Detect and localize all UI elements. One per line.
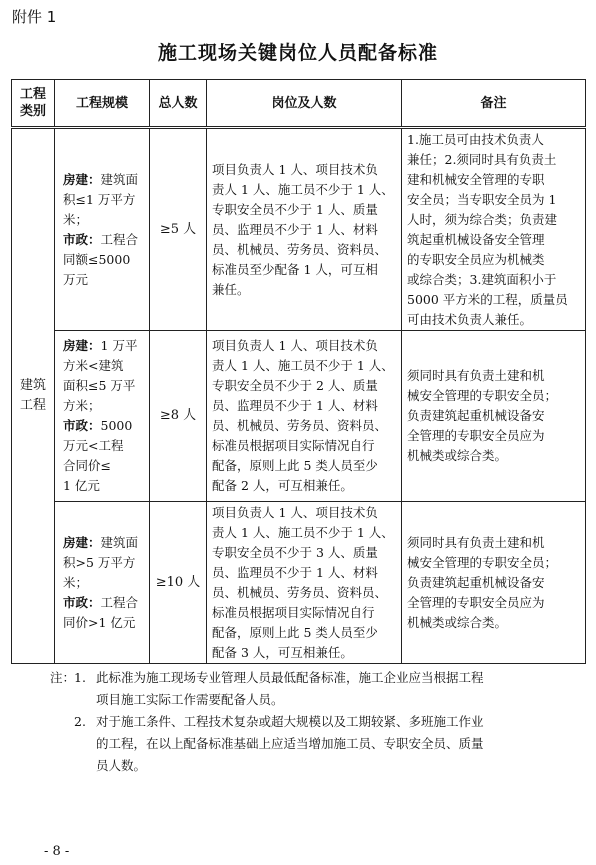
posts-cell xyxy=(207,331,402,502)
footnote-text: 对于施工条件、工程技术复杂或超大规模以及工期较紧、多班施工作业 xyxy=(96,714,484,729)
notes-line: 机械类或综合类。 xyxy=(407,448,508,463)
scale-line xyxy=(63,553,145,573)
scale-line xyxy=(63,456,145,476)
posts-line: 项目负责人 1 人、项目技术负 xyxy=(212,161,378,177)
notes-line: 械安全管理的专职安全员； xyxy=(407,388,558,403)
scale-text: 5000 xyxy=(100,418,133,433)
scale-text: 工程合 xyxy=(100,594,139,610)
posts-line: 员、机械员、劳务员、资料员、 xyxy=(212,418,388,433)
scale-text: 万元<工程 xyxy=(63,438,124,453)
footnote-number: 2. xyxy=(74,714,86,729)
posts-line: 责人 1 人、施工员不少于 1 人、 xyxy=(212,181,394,197)
scale-type-label: 房建： xyxy=(63,338,101,353)
notes-line: 筑起重机械设备安全管理 xyxy=(407,231,545,247)
posts-line: 兼任。 xyxy=(212,281,250,297)
scale-line xyxy=(63,613,145,633)
header-category xyxy=(12,80,55,128)
scale-text: 1 亿元 xyxy=(63,478,100,493)
notes-line: 可由技术负责人兼任。 xyxy=(407,311,533,327)
notes-line: 机械类或综合类。 xyxy=(407,614,508,630)
footnote-item-2 xyxy=(50,711,550,733)
notes-line: 须同时具有负责土建和机 xyxy=(407,534,545,550)
notes-cell xyxy=(402,331,586,502)
scale-type-label: 市政： xyxy=(63,594,101,610)
header-total: 总人数 xyxy=(150,80,207,128)
notes-line: 兼任；2.须同时具有负责土 xyxy=(407,151,557,167)
scale-line xyxy=(63,170,145,190)
notes-line: 负责建筑起重机械设备安 xyxy=(407,408,545,423)
posts-line: 配备 3 人，可互相兼任。 xyxy=(212,644,353,660)
notes-line: 全管理的专职安全员应为 xyxy=(407,428,545,443)
posts-line: 专职安全员不少于 1 人、质量 xyxy=(212,201,378,217)
footnote-text: 员人数。 xyxy=(96,758,147,773)
scale-line xyxy=(63,593,145,613)
scale-line xyxy=(63,416,145,436)
scale-type-label: 市政： xyxy=(63,231,101,247)
notes-cell xyxy=(402,128,586,331)
posts-line: 责人 1 人、施工员不少于 1 人、 xyxy=(212,524,394,540)
footnote-number: 1. xyxy=(74,670,86,685)
posts-line: 责人 1 人、施工员不少于 1 人、 xyxy=(212,358,394,373)
posts-line: 配备，原则上此 5 类人员至少 xyxy=(212,624,378,640)
total-cell: ≥5 人 xyxy=(150,128,207,331)
scale-line xyxy=(63,436,145,456)
posts-line: 员、监理员不少于 1 人、材料 xyxy=(212,221,378,237)
scale-text: 同价>1 亿元 xyxy=(63,614,136,630)
total-cell: ≥8 人 xyxy=(150,331,207,502)
category-label: 建筑工程 xyxy=(19,378,46,413)
footnote-text: 项目施工实际工作需要配备人员。 xyxy=(96,692,284,707)
scale-line xyxy=(63,250,145,270)
posts-line: 员、机械员、劳务员、资料员、 xyxy=(212,584,388,600)
notes-line: 全管理的专职安全员应为 xyxy=(407,594,545,610)
posts-line: 项目负责人 1 人、项目技术负 xyxy=(212,504,378,520)
scale-cell xyxy=(55,502,150,664)
posts-line: 标准员至少配备 1 人，可互相 xyxy=(212,261,378,277)
scale-line xyxy=(63,396,145,416)
scale-text: 积≤1 万平方 xyxy=(63,191,136,207)
notes-line: 或综合类；3.建筑面积小于 xyxy=(407,271,557,287)
footnote xyxy=(50,667,550,777)
posts-line: 员、监理员不少于 1 人、材料 xyxy=(212,398,378,413)
scale-cell xyxy=(55,128,150,331)
footnote-label: 注： xyxy=(50,670,76,685)
scale-text: 工程合 xyxy=(100,231,139,247)
table-row xyxy=(12,331,586,502)
posts-line: 专职安全员不少于 3 人、质量 xyxy=(212,544,378,560)
page-number: - 8 - xyxy=(44,844,70,859)
scale-text: 合同价≤ xyxy=(63,458,111,473)
posts-line: 配备 2 人，可互相兼任。 xyxy=(212,478,353,493)
scale-line xyxy=(63,210,145,230)
category-cell xyxy=(12,128,55,664)
posts-cell xyxy=(207,128,402,331)
scale-text: 方米<建筑 xyxy=(63,358,124,373)
posts-line: 配备，原则上此 5 类人员至少 xyxy=(212,458,378,473)
notes-line: 1.施工员可由技术负责人 xyxy=(407,131,544,147)
footnote-text: 的工程，在以上配备标准基础上应适当增加施工员、专职安全员、质量 xyxy=(96,736,484,751)
scale-line xyxy=(63,533,145,553)
table-row xyxy=(12,128,586,331)
scale-text: 万元 xyxy=(63,271,89,287)
table-row xyxy=(12,502,586,664)
notes-line: 负责建筑起重机械设备安 xyxy=(407,574,545,590)
scale-type-label: 市政： xyxy=(63,418,101,433)
scale-text: 建筑面 xyxy=(100,171,139,187)
total-cell: ≥10 人 xyxy=(150,502,207,664)
notes-line: 建和机械安全管理的专职 xyxy=(407,171,545,187)
posts-line: 项目负责人 1 人、项目技术负 xyxy=(212,338,378,353)
posts-line: 员、机械员、劳务员、资料员、 xyxy=(212,241,388,257)
scale-text: 方米； xyxy=(63,398,101,413)
posts-line: 专职安全员不少于 2 人、质量 xyxy=(212,378,378,393)
notes-line: 人时，须为综合类；负责建 xyxy=(407,211,558,227)
scale-text: 积>5 万平方 xyxy=(63,554,136,570)
scale-line xyxy=(63,476,145,496)
scale-type-label: 房建： xyxy=(63,534,101,550)
header-notes: 备注 xyxy=(402,80,586,128)
scale-line xyxy=(63,376,145,396)
header-scale: 工程规模 xyxy=(55,80,150,128)
table-header-row xyxy=(12,80,586,128)
scale-line xyxy=(63,270,145,290)
scale-text: 同额≤5000 xyxy=(63,251,131,267)
staffing-standard-table xyxy=(11,79,586,664)
scale-text: 面积≤5 万平 xyxy=(63,378,136,393)
footnote-text: 此标准为施工现场专业管理人员最低配备标准，施工企业应当根据工程 xyxy=(96,670,484,685)
document-title: 施工现场关键岗位人员配备标准 xyxy=(157,42,438,64)
scale-text: 1 万平 xyxy=(100,338,138,353)
scale-type-label: 房建： xyxy=(63,171,101,187)
notes-line: 5000 平方米的工程，质量员 xyxy=(407,291,568,307)
scale-text: 建筑面 xyxy=(100,534,139,550)
header-category-label: 工程类别 xyxy=(19,87,46,119)
posts-line: 员、监理员不少于 1 人、材料 xyxy=(212,564,378,580)
posts-line: 标准员根据项目实际情况自行 xyxy=(212,438,375,453)
footnote-item-1 xyxy=(50,667,550,689)
scale-text: 米； xyxy=(63,574,89,590)
scale-line xyxy=(63,190,145,210)
notes-line: 的专职安全员应为机械类 xyxy=(407,251,545,267)
attachment-label: 附件 1 xyxy=(12,8,57,26)
notes-line: 械安全管理的专职安全员； xyxy=(407,554,558,570)
notes-line: 须同时具有负责土建和机 xyxy=(407,368,545,383)
header-posts: 岗位及人数 xyxy=(207,80,402,128)
scale-line xyxy=(63,573,145,593)
scale-text: 米； xyxy=(63,211,89,227)
scale-line xyxy=(63,356,145,376)
notes-line: 安全员；当专职安全员为 1 xyxy=(407,191,557,207)
scale-line xyxy=(63,230,145,250)
scale-cell xyxy=(55,331,150,502)
posts-cell xyxy=(207,502,402,664)
posts-line: 标准员根据项目实际情况自行 xyxy=(212,604,375,620)
notes-cell xyxy=(402,502,586,664)
scale-line xyxy=(63,336,145,356)
